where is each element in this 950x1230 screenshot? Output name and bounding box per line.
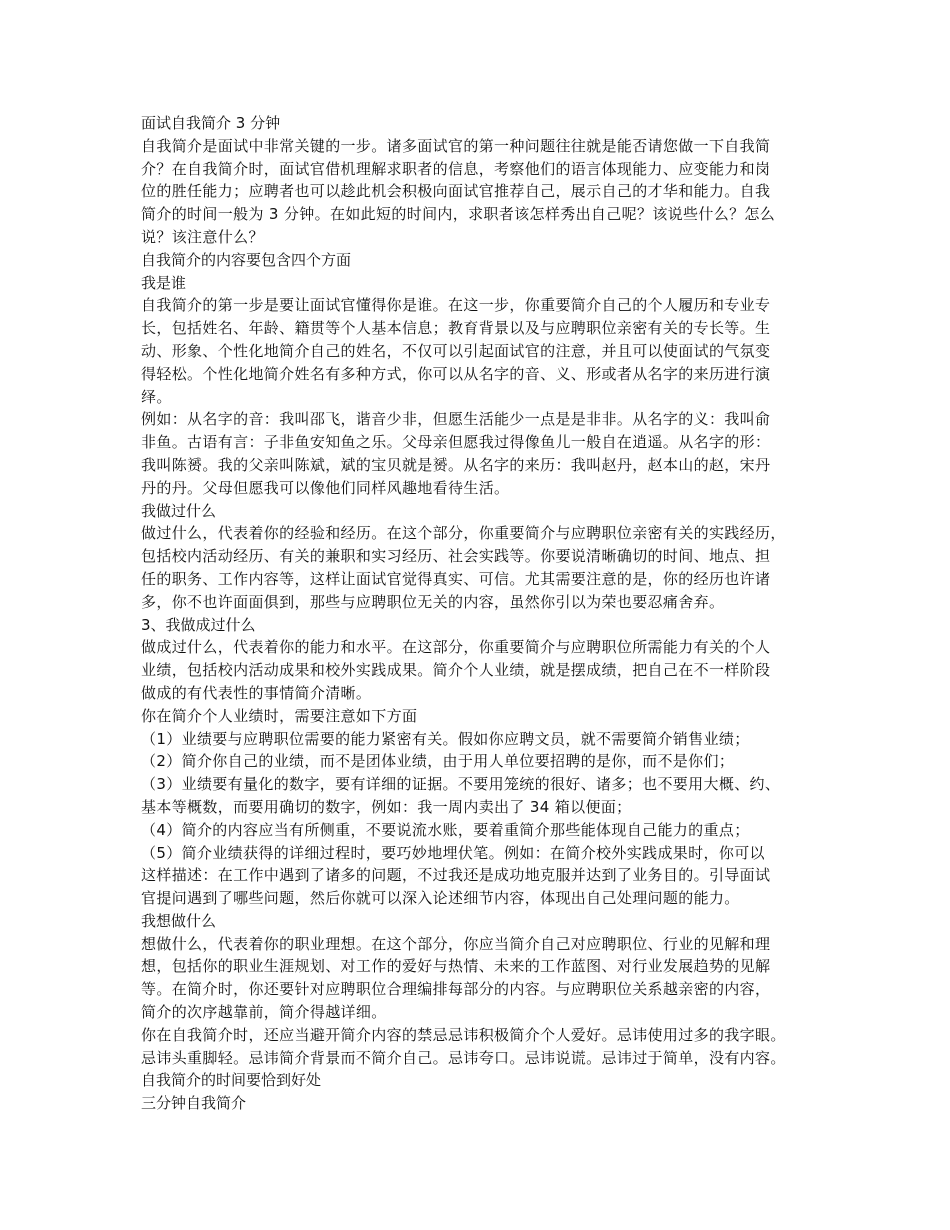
ending-line-1: 自我简介的时间要恰到好处 <box>141 1071 322 1090</box>
document-page <box>141 112 821 1115</box>
text-line: 自我简介是面试中非常关键的一步。诸多面试官的第一种问题往往就是能否请您做一下自我简 <box>141 136 771 155</box>
section-heading-who: 我是谁 <box>141 273 187 292</box>
text-line: 想，包括你的职业生涯规划、对工作的爱好与热情、未来的工作蓝图、对行业发展趋势的见解 <box>141 957 771 976</box>
text-line: 我叫陈赟。我的父亲叫陈斌，斌的宝贝就是赟。从名字的来历：我叫赵丹，赵本山的赵，宋丹 <box>141 455 771 474</box>
text-line: 简介的次序越靠前，简介得越详细。 <box>141 1003 387 1022</box>
section-who-example <box>141 408 821 499</box>
text-line: 你在自我简介时，还应当避开简介内容的禁忌忌讳积极简介个人爱好。忌讳使用过多的我字眼。 <box>141 1025 786 1044</box>
text-line: 简介的时间一般为 3 分钟。在如此短的时间内，求职者该怎样秀出自己呢？该说些什么？怎么 <box>141 205 776 224</box>
section-want-body <box>141 933 821 1024</box>
text-line: 非鱼。古语有言：子非鱼安知鱼之乐。父母亲但愿我过得像鱼儿一般自在逍遥。从名字的形： <box>141 433 771 452</box>
section-achieved-list <box>141 728 821 910</box>
list-item: （1）业绩要与应聘职位需要的能力紧密有关。假如你应聘文员，就不需要简介销售业绩； <box>141 729 750 748</box>
list-item: （4）简介的内容应当有所侧重，不要说流水账，要着重简介那些能体现自己能力的重点； <box>141 820 750 839</box>
text-line: 做成的有代表性的事情简介清晰。 <box>141 683 372 702</box>
taboo-paragraph <box>141 1024 821 1070</box>
list-item: （3）业绩要有量化的数字，要有详细的证据。不要用笼统的很好、诸多；也不要用大概、约、 <box>141 775 781 794</box>
list-item: 官提问遇到了哪些问题，然后你就可以深入论述细节内容，体现出自己处理问题的能力。 <box>141 889 740 908</box>
text-line: 多，你不也许面面俱到，那些与应聘职位无关的内容，虽然你引以为荣也要忍痛舍弃。 <box>141 592 725 611</box>
section-heading-done: 我做过什么 <box>141 501 217 520</box>
text-line: 介？在自我简介时，面试官借机理解求职者的信息，考察他们的语言体现能力、应变能力和岗 <box>141 159 771 178</box>
section-done-body <box>141 522 821 613</box>
section-achieved-note: 你在简介个人业绩时，需要注意如下方面 <box>141 706 418 725</box>
list-item: （2）简介你自己的业绩，而不是团体业绩，由于用人单位要招聘的是你，而不是你们； <box>141 752 735 771</box>
text-line: 做过什么，代表着你的经验和经历。在这个部分，你重要简介与应聘职位亲密有关的实践经历， <box>141 524 786 543</box>
text-line: 位的胜任能力；应聘者也可以趁此机会积极向面试官推荐自己，展示自己的才华和能力。自我 <box>141 182 771 201</box>
section-heading-want: 我想做什么 <box>141 911 217 930</box>
text-line: 等。在简介时，你还要针对应聘职位合理编排每部分的内容。与应聘职位关系越亲密的内容， <box>141 980 771 999</box>
section-heading-achieved: 3、我做成过什么 <box>141 615 256 634</box>
text-line: 忌讳头重脚轻。忌讳简介背景而不简介自己。忌讳夸口。忌讳说谎。忌讳过于简单，没有内容。 <box>141 1048 786 1067</box>
list-item: 这样描述：在工作中遇到了诸多的问题，不过我还是成功地克服并达到了业务目的。引导面试 <box>141 866 771 885</box>
text-line: 做成过什么，代表着你的能力和水平。在这部分，你重要简介与应聘职位所需能力有关的个人 <box>141 638 771 657</box>
text-line: 自我简介的第一步是要让面试官懂得你是谁。在这一步，你重要简介自己的个人履历和专业专 <box>141 296 771 315</box>
document-title: 面试自我简介 3 分钟 <box>141 114 281 132</box>
list-item: （5）简介业绩获得的详细过程时，要巧妙地埋伏笔。例如：在简介校外实践成果时，你可以 <box>141 843 765 862</box>
text-line: 长，包括姓名、年龄、籍贯等个人基本信息；教育背景以及与应聘职位亲密有关的专长等。生 <box>141 319 771 338</box>
section-heading: 自我简介的内容要包含四个方面 <box>141 250 352 269</box>
section-achieved-body <box>141 636 821 704</box>
section-who-body <box>141 294 821 408</box>
text-line: 任的职务、工作内容等，这样让面试官觉得真实、可信。尤其需要注意的是，你的经历也许诸 <box>141 569 771 588</box>
text-line: 丹的丹。父母但愿我可以像他们同样风趣地看待生活。 <box>141 478 510 497</box>
text-line: 说？该注意什么？ <box>141 227 264 246</box>
text-line: 动、形象、个性化地简介自己的姓名，不仅可以引起面试官的注意，并且可以使面试的气氛变 <box>141 341 771 360</box>
ending-line-2: 三分钟自我简介 <box>141 1094 247 1113</box>
text-line: 得轻松。个性化地简介姓名有多种方式，你可以从名字的音、义、形或者从名字的来历进行演 <box>141 364 771 383</box>
intro-paragraph <box>141 135 821 249</box>
text-line: 例如：从名字的音：我叫邵飞，谐音少非，但愿生活能少一点是是非非。从名字的义：我叫俞 <box>141 410 771 429</box>
text-line: 业绩，包括校内活动成果和校外实践成果。简介个人业绩，就是摆成绩，把自己在不一样阶段 <box>141 661 771 680</box>
text-line: 想做什么，代表着你的职业理想。在这个部分，你应当简介自己对应聘职位、行业的见解和理 <box>141 934 771 953</box>
text-line: 包括校内活动经历、有关的兼职和实习经历、社会实践等。你要说清晰确切的时间、地点、担 <box>141 547 771 566</box>
text-line: 绎。 <box>141 387 172 406</box>
list-item: 基本等概数，而要用确切的数字，例如：我一周内卖出了 34 箱以便面； <box>141 797 632 816</box>
